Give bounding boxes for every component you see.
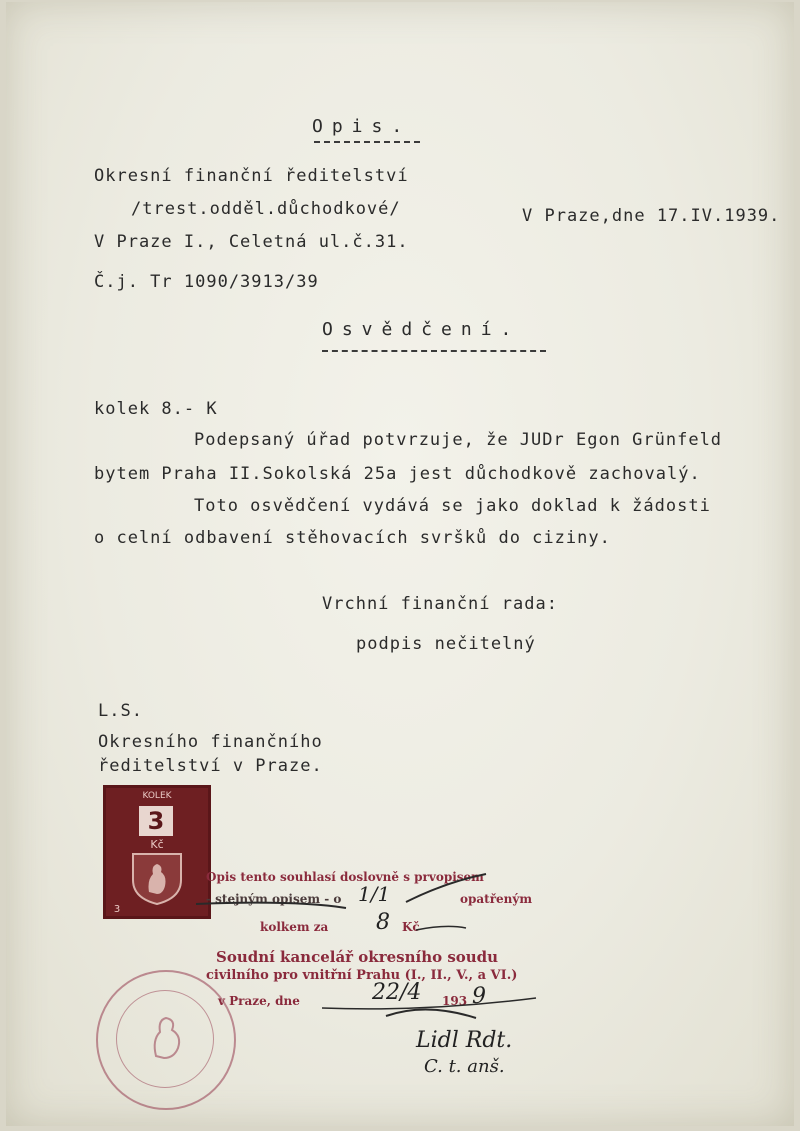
office-address: V Praze I., Celetná ul.č.31.: [94, 232, 409, 252]
place-date: V Praze,dne 17.IV.1939.: [522, 206, 781, 226]
handwritten-fee: 8: [376, 910, 390, 935]
office-name: Okresní finanční ředitelství: [94, 166, 409, 186]
handwritten-signature-2: C. t. anš.: [424, 1056, 505, 1077]
body-line-2: bytem Praha II.Sokolská 25a jest důchodkově zachovalý.: [94, 464, 701, 484]
body-line-3: Toto osvědčení vydává se jako doklad k žádosti: [194, 496, 711, 516]
fee-note: kolek 8.- K: [94, 399, 218, 419]
body-line-4: o celní odbavení stěhovacích svršků do ciziny.: [94, 528, 611, 548]
signature-title: Vrchní finanční rada:: [322, 594, 558, 614]
certificate-heading: Osvědčení.: [322, 319, 521, 340]
document-title: Opis.: [312, 116, 412, 137]
revenue-stamp-label: KOLEK: [142, 791, 172, 801]
locus-sigilli: L.S.: [98, 701, 143, 721]
title-underline: [314, 141, 420, 143]
handwritten-year-digit: 9: [472, 984, 486, 1009]
court-stamp-line-3-tail: Kč: [402, 920, 420, 934]
court-stamp-line-2-tail: opatřeným: [460, 892, 533, 906]
revenue-stamp: [103, 785, 211, 919]
revenue-stamp-value-bottom: 3: [113, 904, 121, 915]
court-stamp-line-2: - stejným opisem - o: [206, 892, 342, 906]
document-sheet: [6, 2, 794, 1126]
handwritten-sheet-count: 1/1: [358, 882, 391, 906]
lion-emblem-icon: [127, 850, 187, 906]
reference-number: Č.j. Tr 1090/3913/39: [94, 272, 319, 292]
court-stamp-line-3: kolkem za: [260, 920, 329, 934]
seal-lion-icon: [136, 1008, 196, 1068]
court-stamp-year: 193: [442, 994, 468, 1008]
court-stamp-line-5: civilního pro vnitřní Prahu (I., II., V., a VI.): [206, 968, 518, 983]
signature-note: podpis nečitelný: [356, 634, 536, 654]
revenue-stamp-currency: Kč: [150, 838, 164, 851]
heading-underline: [322, 350, 546, 352]
revenue-stamp-value: 3: [139, 806, 173, 836]
body-line-1: Podepsaný úřad potvrzuje, že JUDr Egon Grünfeld: [194, 430, 723, 450]
seal-office-line-2: ředitelství v Praze.: [98, 756, 323, 776]
handwritten-signature: Lidl Rdt.: [416, 1028, 513, 1053]
handwritten-date: 22/4: [372, 980, 422, 1005]
court-stamp-line-6: v Praze, dne: [218, 994, 300, 1008]
court-stamp-line-1: Opis tento souhlasí doslovně s prvopisem: [206, 870, 484, 884]
office-department: /trest.odděl.důchodkové/: [131, 199, 401, 219]
official-round-seal: [96, 970, 236, 1110]
seal-office-line-1: Okresního finančního: [98, 732, 323, 752]
court-stamp-line-4: Soudní kancelář okresního soudu: [216, 948, 499, 966]
